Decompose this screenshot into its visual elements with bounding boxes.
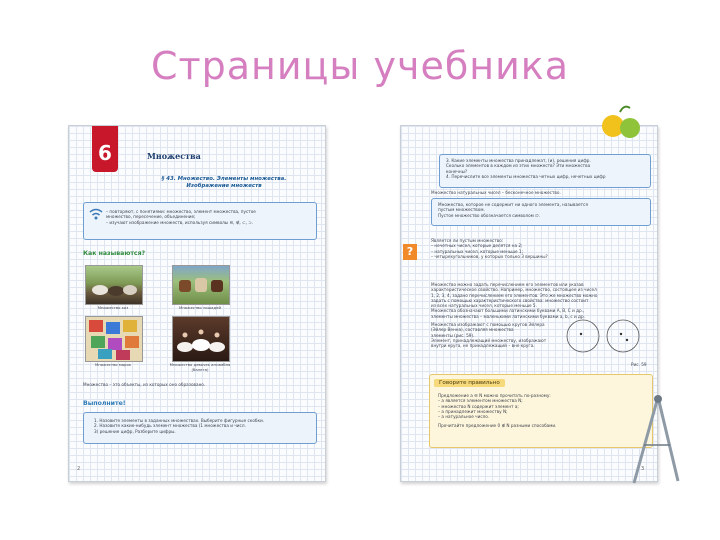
body-line: Элемент, принадлежащий множеству, изображают bbox=[431, 337, 547, 343]
task-line: 2. Назовите какие-нибудь элемент множества (1 множества и числ. bbox=[94, 423, 246, 429]
speak-line: Предложение a ∈ N можно прочитать по-разному: bbox=[438, 393, 551, 398]
body-line: элементы (рис. 59). bbox=[431, 332, 475, 338]
question-heading: Как называются? bbox=[83, 250, 146, 257]
left-page-number: 2 bbox=[77, 466, 81, 472]
intro-box bbox=[83, 202, 317, 240]
task-box bbox=[83, 412, 317, 444]
speak-line: – a является элементом множества N; bbox=[438, 398, 523, 404]
body-line: Множества обозначают большими латинскими буквами A, B, C и др., bbox=[431, 308, 585, 314]
exercise-line: конечны? bbox=[446, 168, 468, 174]
body-line: характеристическое свойство. Например, множество, состоящее из чисел bbox=[431, 287, 597, 293]
task-heading: Выполните! bbox=[83, 400, 126, 407]
body-line: элементы множества – маленькими латинскими буквами a, b, c и др. bbox=[431, 313, 585, 319]
question-line: – натуральных чисел, которые меньше 1; bbox=[431, 248, 524, 254]
photo-goats bbox=[85, 265, 143, 305]
section-title: § 43. Множество. Элементы множества. Изображение множеств bbox=[161, 176, 287, 189]
empty-set-line: Пустое множество обозначается символом ∅. bbox=[438, 212, 541, 218]
goats-image bbox=[86, 266, 142, 304]
task-line: 1. Назовите элементы в заданных множествах. Выберите фигурные скобки. bbox=[94, 418, 265, 423]
natural-numbers-text: Множество натуральных чисел – бесконечное множество. bbox=[431, 190, 561, 195]
intro-line: – изучают изображение множеств, используя символы ∈, ∉, ⊂, ⊃. bbox=[106, 219, 254, 225]
figure-label: Рис. 59 bbox=[631, 362, 647, 367]
question-mark-icon: ? bbox=[403, 244, 417, 260]
body-line: задать с помощью характеристического свойства: множество состоит bbox=[431, 297, 589, 303]
left-textbook-page bbox=[68, 125, 326, 482]
wifi-icon bbox=[88, 207, 104, 221]
exercise-box bbox=[439, 154, 651, 188]
intro-line: множество, пересечение, объединение; bbox=[106, 214, 196, 220]
speak-correctly-heading: Говорите правильно bbox=[434, 379, 505, 387]
speak-line: Прочитайте предложение 0 ∉ N разными способами. bbox=[438, 423, 557, 429]
photo-horses bbox=[172, 265, 230, 305]
horses-image bbox=[173, 266, 229, 304]
right-page-number: 3 bbox=[641, 466, 645, 472]
chapter-number-badge: 6 bbox=[92, 126, 118, 172]
caption-ballet: Множество девочек ансамбля (балета) bbox=[169, 362, 231, 372]
question-line: – четырехугольников, у которых только 3 вершины? bbox=[431, 253, 548, 259]
compass-icon bbox=[620, 395, 690, 485]
caption-goats: Множество коз bbox=[97, 305, 129, 310]
caption-horses: Множество лошадей bbox=[179, 305, 221, 310]
chapter-title: Множества bbox=[147, 151, 201, 161]
slide-title: Страницы учебника bbox=[150, 44, 570, 88]
body-line: 1, 2, 3, 4, задано перечислением его элементов. Это же множество можно bbox=[431, 292, 598, 298]
ballet-image bbox=[173, 317, 229, 361]
stamps-image bbox=[86, 317, 142, 361]
body-line: (Эйлер Венна), составляя множества bbox=[431, 327, 514, 333]
caption-stamps: Множество марок bbox=[94, 362, 132, 367]
body-line: внутри круга, не принадлежащий – вне круга. bbox=[431, 343, 535, 349]
body-line: Множество можно задать перечислением его элементов или указав bbox=[431, 282, 584, 287]
empty-set-box bbox=[431, 198, 651, 226]
exercise-line: 3. Какие элементы множества принадлежат, (и), решения цифр. bbox=[446, 158, 591, 163]
photo-ballet bbox=[172, 316, 230, 362]
task-line: 3) решение цифр, Разберите цифры. bbox=[94, 428, 176, 434]
speak-line: – множество N содержит элемент a; bbox=[438, 403, 519, 409]
body-line: Множества изображают с помощью кругов Эйлера bbox=[431, 322, 545, 327]
speak-line: – a натуральное число. bbox=[438, 414, 490, 420]
fruit-icon bbox=[598, 102, 648, 144]
euler-diagram-figure bbox=[561, 316, 651, 362]
intro-line: – повторяют, с понятиями: множество, элемент множества, пустое bbox=[106, 209, 256, 214]
photo-stamps bbox=[85, 316, 143, 362]
empty-set-line: пустым множеством. bbox=[438, 207, 485, 213]
exercise-line: Сколько элементов в каждом из этих множеств? Эти множества bbox=[446, 163, 591, 169]
empty-set-line: Множество, которое не содержит ни одного элемента, называется bbox=[438, 202, 588, 207]
question-line: – нечетных чисел, которые делятся на 2; bbox=[431, 243, 523, 249]
body-line: из всех натуральных чисел, которые меньше 5. bbox=[431, 303, 537, 309]
set-definition-text: Множество – это объекты, из которых оно образовано. bbox=[83, 382, 206, 387]
question-line: Является ли пустым множество: bbox=[431, 238, 504, 243]
speak-line: – a принадлежит множеству N; bbox=[438, 408, 508, 414]
exercise-line: 4. Перечислите все элементы множества четных цифр, нечетных цифр bbox=[446, 173, 606, 179]
